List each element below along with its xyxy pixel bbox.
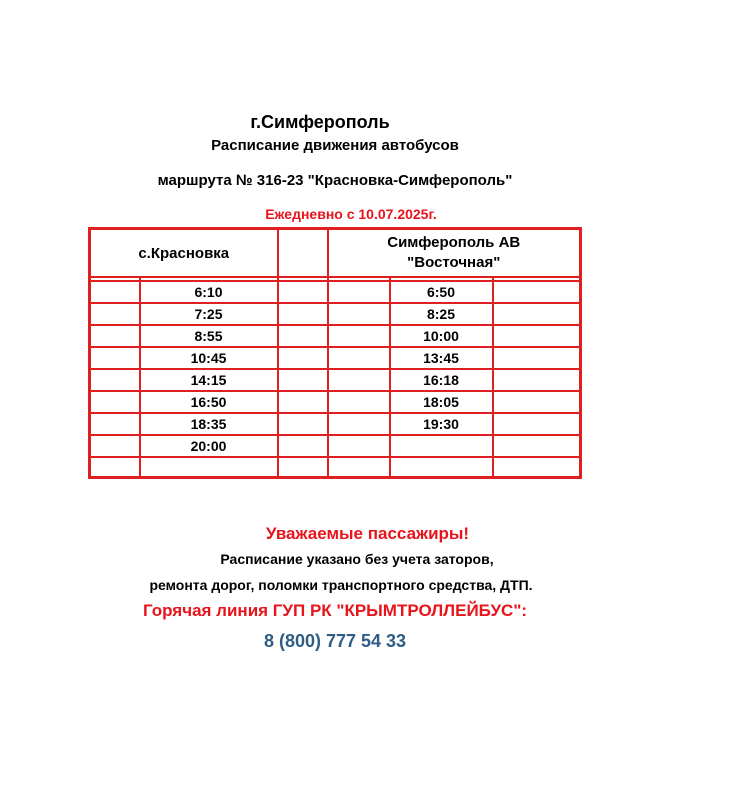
notice-line-1: Расписание указано без учета заторов,	[220, 551, 494, 567]
departure-simferopol: 10:00	[390, 325, 493, 347]
schedule-subtitle: Расписание движения автобусов	[211, 137, 459, 154]
passenger-notice-title: Уважаемые пассажиры!	[265, 524, 470, 543]
departure-krasnovka: 16:50	[140, 391, 278, 413]
departure-simferopol: 18:05	[390, 391, 493, 413]
header-blank-cell	[278, 229, 328, 278]
table-header-row	[90, 229, 581, 278]
table-row	[90, 325, 581, 347]
schedule-table	[88, 227, 582, 479]
table-row	[90, 369, 581, 391]
departure-simferopol: 8:25	[390, 303, 493, 325]
departure-krasnovka: 6:10	[140, 281, 278, 303]
departure-krasnovka: 7:25	[140, 303, 278, 325]
departure-krasnovka: 8:55	[140, 325, 278, 347]
validity-date: Ежедневно с 10.07.2025г.	[265, 206, 437, 222]
departure-simferopol	[390, 435, 493, 457]
departure-simferopol: 6:50	[390, 281, 493, 303]
header-simferopol-line1: Симферополь АВ	[387, 234, 521, 251]
table-row	[90, 347, 581, 369]
departure-krasnovka	[140, 457, 278, 478]
departure-krasnovka: 20:00	[140, 435, 278, 457]
city-title: г.Симферополь	[250, 112, 390, 132]
departure-krasnovka: 14:15	[140, 369, 278, 391]
departure-krasnovka: 18:35	[140, 413, 278, 435]
table-row	[90, 391, 581, 413]
route-title: маршрута № 316-23 "Красновка-Симферополь"	[157, 172, 513, 189]
table-row	[90, 303, 581, 325]
table-row	[90, 281, 581, 303]
header-simferopol-line2: "Восточная"	[407, 254, 501, 271]
departure-simferopol: 19:30	[390, 413, 493, 435]
hotline-phone: 8 (800) 777 54 33	[263, 631, 407, 651]
departure-simferopol: 16:18	[390, 369, 493, 391]
departure-simferopol: 13:45	[390, 347, 493, 369]
table-row	[90, 435, 581, 457]
header-simferopol	[328, 229, 581, 278]
hotline-label: Горячая линия ГУП РК "КРЫМТРОЛЛЕЙБУС":	[142, 601, 528, 620]
table-row	[90, 413, 581, 435]
departure-simferopol	[390, 457, 493, 478]
notice-line-2: ремонта дорог, поломки транспортного средства, ДТП.	[149, 577, 533, 593]
header-krasnovka: с.Красновка	[90, 229, 278, 278]
table-row	[90, 457, 581, 478]
departure-krasnovka: 10:45	[140, 347, 278, 369]
